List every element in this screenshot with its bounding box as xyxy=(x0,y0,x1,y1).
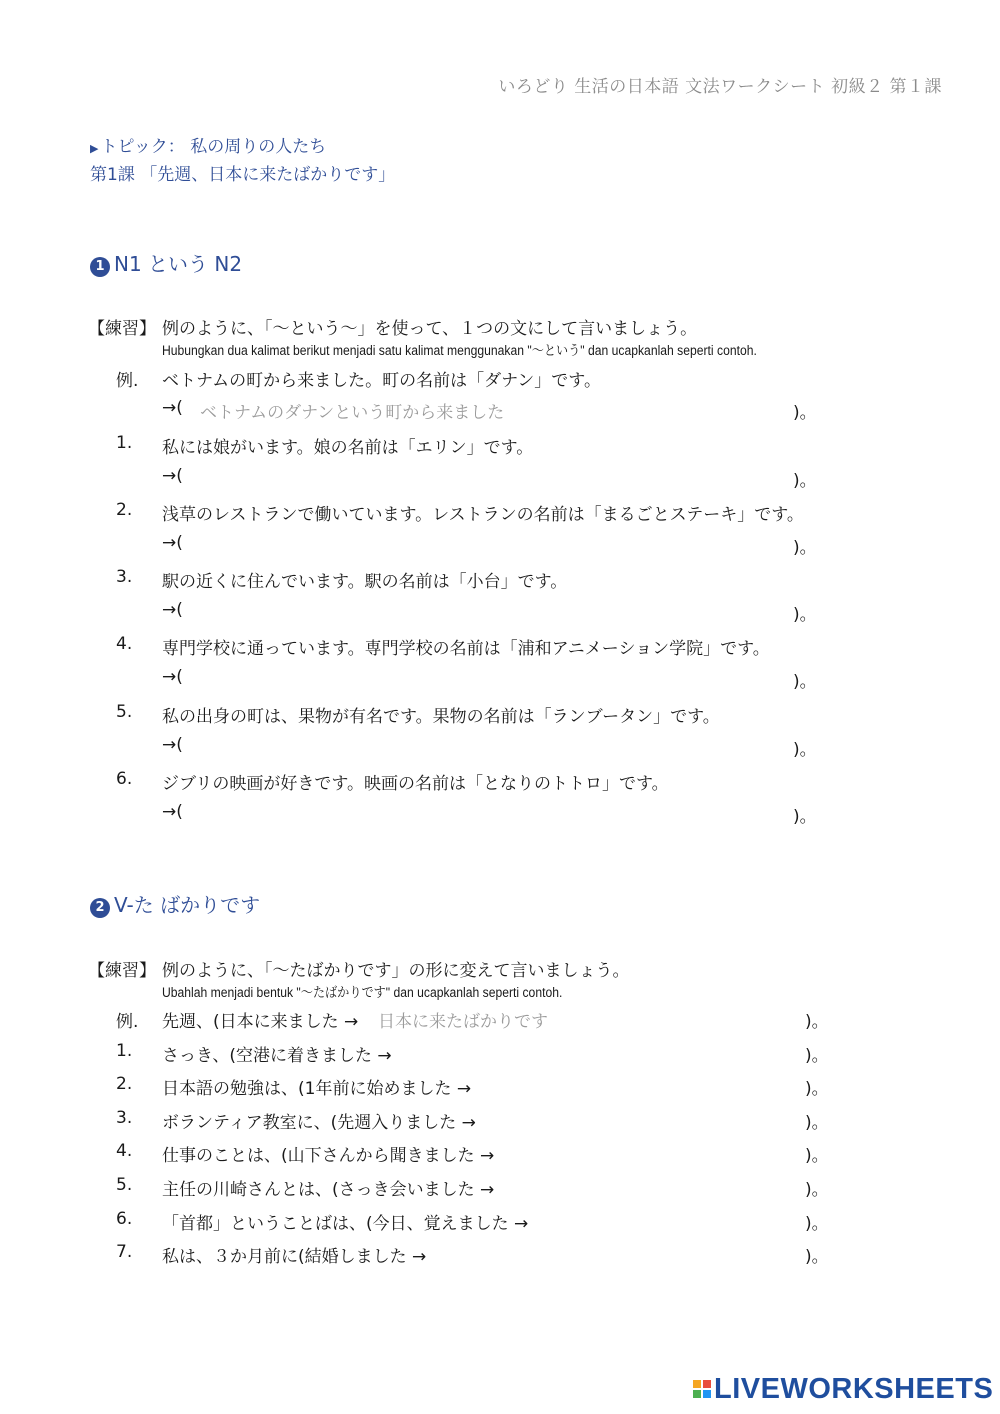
logo-square-green xyxy=(693,1390,701,1398)
logo-square-red xyxy=(703,1380,711,1388)
example-prompt: 先週、(日本に来ました → xyxy=(162,1012,359,1032)
example-sentence: ベトナムの町から来ました。町の名前は「ダナン」です。 xyxy=(162,371,601,391)
answer-close: )。 xyxy=(793,672,817,692)
example-answer-close: )。 xyxy=(805,1012,829,1032)
answer-close: )。 xyxy=(805,1180,829,1200)
triangle-icon: ▶ xyxy=(90,142,99,155)
answer-close: )。 xyxy=(805,1247,829,1267)
example-answer: ベトナムのダナンという町から来ました xyxy=(200,403,505,423)
lesson-title: 第1課 「先週、日本に来たばかりです」 xyxy=(90,165,396,185)
section-1-title: N1 という N2 xyxy=(114,252,243,276)
section-number-badge: 2 xyxy=(90,898,110,918)
question-sentence: 専門学校に通っています。専門学校の名前は「浦和アニメーション学院」です。 xyxy=(162,639,770,659)
question-number: 1. xyxy=(116,1041,133,1061)
section-2-title: V-た ばかりです xyxy=(114,893,261,917)
question-sentence: ジブリの映画が好きです。映画の名前は「となりのトトロ」です。 xyxy=(162,774,669,794)
question-sentence: 浅草のレストランで働いています。レストランの名前は「まるごとステーキ」です。 xyxy=(162,505,804,525)
section-1-sub-instruction: Hubungkan dua kalimat berikut menjadi satu kalimat menggunakan "～という" dan ucapkanlah seperti contoh. xyxy=(162,343,757,358)
answer-open: →( xyxy=(162,600,183,620)
liveworksheets-logo-icon xyxy=(693,1380,711,1398)
answer-close: )。 xyxy=(793,471,817,491)
question-prompt: さっき、(空港に着きました → xyxy=(162,1046,392,1066)
question-number: 5. xyxy=(116,702,133,722)
logo-square-orange xyxy=(693,1380,701,1388)
answer-open: →( xyxy=(162,667,183,687)
topic-label: トピック： 私の周りの人たち xyxy=(100,137,327,157)
answer-close: )。 xyxy=(793,807,817,827)
question-number: 4. xyxy=(116,634,133,654)
question-number: 7. xyxy=(116,1242,133,1262)
answer-open: →( xyxy=(162,466,183,486)
practice-label: 【練習】 xyxy=(88,961,156,981)
example-label: 例. xyxy=(116,371,139,391)
answer-close: )。 xyxy=(805,1214,829,1234)
question-number: 3. xyxy=(116,567,133,587)
question-sentence: 私の出身の町は、果物が有名です。果物の名前は「ランブータン」です。 xyxy=(162,707,720,727)
answer-close: )。 xyxy=(805,1079,829,1099)
answer-close: )。 xyxy=(805,1113,829,1133)
question-number: 2. xyxy=(116,1074,133,1094)
logo-square-blue xyxy=(703,1390,711,1398)
question-prompt: 仕事のことは、(山下さんから聞きました → xyxy=(162,1146,495,1166)
question-number: 2. xyxy=(116,500,133,520)
section-1-instruction: 例のように、「～という～」を使って、１つの文にして言いましょう。 xyxy=(162,319,698,339)
worksheet-header-title: いろどり 生活の日本語 文法ワークシート 初級２ 第１課 xyxy=(498,77,942,97)
question-prompt: 主任の川崎さんとは、(さっき会いました → xyxy=(162,1180,495,1200)
answer-close: )。 xyxy=(793,605,817,625)
question-prompt: ボランティア教室に、(先週入りました → xyxy=(162,1113,476,1133)
question-number: 6. xyxy=(116,769,133,789)
section-2-sub-instruction: Ubahlah menjadi bentuk "～たばかりです" dan ucapkanlah seperti contoh. xyxy=(162,985,563,1000)
practice-label: 【練習】 xyxy=(88,319,156,339)
question-number: 1. xyxy=(116,433,133,453)
answer-open: →( xyxy=(162,802,183,822)
question-prompt: 日本語の勉強は、(1年前に始めました → xyxy=(162,1079,472,1099)
example-answer-open: →( xyxy=(162,398,183,418)
question-prompt: 私は、３か月前に(結婚しました → xyxy=(162,1247,427,1267)
answer-close: )。 xyxy=(805,1146,829,1166)
logo-text: LIVEWORKSHEETS xyxy=(714,1372,994,1405)
question-number: 3. xyxy=(116,1108,133,1128)
section-2-heading xyxy=(90,889,260,918)
example-answer-close: )。 xyxy=(793,403,817,423)
answer-open: →( xyxy=(162,735,183,755)
question-number: 6. xyxy=(116,1209,133,1229)
liveworksheets-logo[interactable] xyxy=(693,1374,993,1404)
question-number: 4. xyxy=(116,1141,133,1161)
topic-line xyxy=(90,132,326,157)
answer-close: )。 xyxy=(805,1046,829,1066)
section-number-badge: 1 xyxy=(90,257,110,277)
answer-close: )。 xyxy=(793,740,817,760)
question-number: 5. xyxy=(116,1175,133,1195)
question-sentence: 駅の近くに住んでいます。駅の名前は「小台」です。 xyxy=(162,572,568,592)
section-1-heading xyxy=(90,248,242,277)
question-sentence: 私には娘がいます。娘の名前は「エリン」です。 xyxy=(162,438,534,458)
section-2-instruction: 例のように、「～たばかりです」の形に変えて言いましょう。 xyxy=(162,961,630,981)
answer-open: →( xyxy=(162,533,183,553)
example-answer: 日本に来たばかりです xyxy=(378,1012,548,1032)
example-label: 例. xyxy=(116,1012,139,1032)
question-prompt: 「首都」ということばは、(今日、覚えました → xyxy=(162,1214,529,1234)
answer-close: )。 xyxy=(793,538,817,558)
